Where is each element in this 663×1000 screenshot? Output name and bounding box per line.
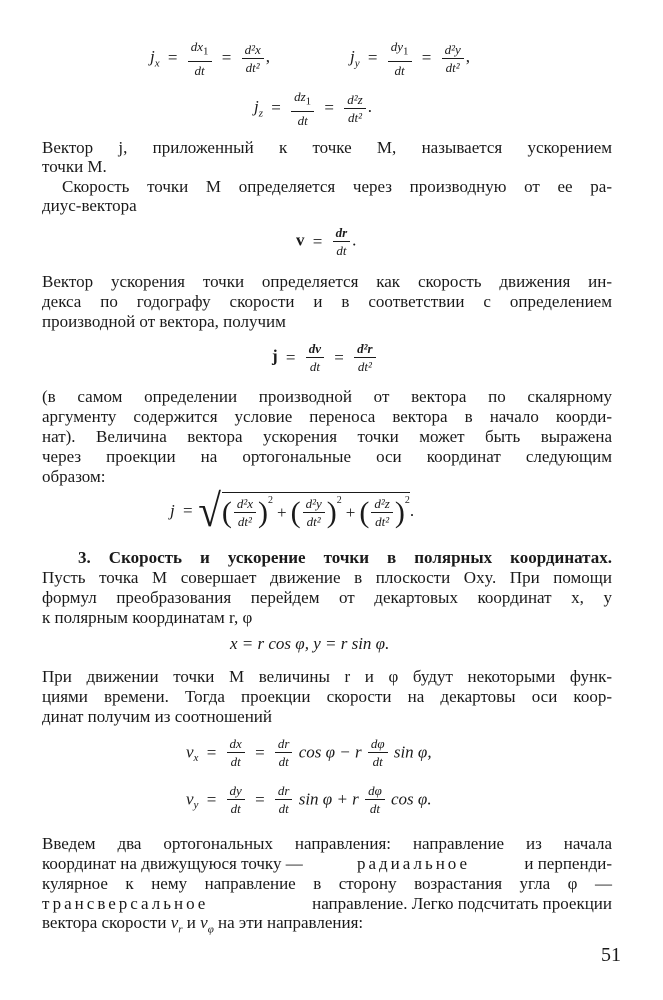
para6-line1: Введем два ортогональных направления: направление из начала [42,834,612,853]
formula-velocity: v = $\frac{dr}{dt}$ . [296,225,357,258]
para4-line5: образом: [42,467,106,486]
formula-acceleration-vector: j = $\frac{dv}{dt}$ = $\frac{\text{d²r}}{\text{dt²}}$ [272,340,378,375]
para2-line2: диус-вектора [42,196,137,215]
formula-acceleration-magnitude: j = √( $\frac{\text{d²x}}{\text{dt²}}$ )$^2$+ ( $\frac{\text{d²y}}{\text{dt²}}$ )$^2$+ ( $\frac{\text{d²z}}{\text{dt²}}$ )$^2$. [170,485,415,536]
formula-polar: x = r cos φ, y = r sin φ. [230,634,390,653]
formula-jy: $j_y$ = $\frac{dy_1}{dt}$ = $\frac{\text{d²y}}{\text{dt²}}$ , [350,39,471,78]
section3-title: 3. Скорость и ускорение точки в полярных координатах. [78,548,612,567]
para4-line1: (в самом определении производной от вектора по скалярному [42,387,612,406]
para4-line3: нат). Величина вектора ускорения точки может быть выражена [42,427,612,446]
formula-vy: $v_y$ = $\frac{dy}{dt}$ = $\frac{dr}{dt}$ sin φ + r $\frac{d\varphi}{dt}$ cos φ. [186,783,432,816]
section3-line4: к полярным координатам r, φ [42,608,253,627]
para5-line2: циями времени. Тогда проекции скорости на декартовы оси коор- [42,687,612,706]
formula-jx: $j_x$ = $\frac{dx_1}{dt}$ = $\frac{\text{d²x}}{\text{dt²}}$ , [150,39,271,78]
para6-line4: трансверсальное направление. Легко подсчитать проекции [42,894,612,913]
para1-line2: точки M. [42,157,107,176]
formula-jz: $j_z$ = $\frac{dz_1}{dt}$ = $\frac{\text{d²z}}{\text{dt²}}$ . [254,89,372,128]
para1-line1: Вектор j, приложенный к точке M, называется ускорением [42,138,612,157]
para4-line2: аргументу содержится условие переноса вектора в начало коорди- [42,407,612,426]
para5-line1: При движении точки M величины r и φ будут некоторыми функ- [42,667,612,686]
section3-line3: формул преобразования перейдем от декартовых координат x, y [42,588,612,607]
para3-line1: Вектор ускорения точки определяется как скорость движения ин- [42,272,612,291]
para4-line4: через проекции на ортогональные оси координат следующим [42,447,612,466]
section3-line2: Пусть точка M совершает движение в плоскости Oxy. При помощи [42,568,612,587]
para6-line5: вектора скорости $v_r$ и $v_\varphi$ на эти направления: [42,913,364,936]
para5-line3: динат получим из соотношений [42,707,272,726]
page-number: 51 [601,944,621,966]
formula-vx: $v_x$ = $\frac{dx}{dt}$ = $\frac{dr}{dt}$ cos φ − r $\frac{d\varphi}{dt}$ sin φ, [186,736,432,769]
para3-line2: декса по годографу скорости и в соответствии с определением [42,292,612,311]
para2-line1: Скорость точки M определяется через производную от ее ра- [62,177,612,196]
para3-line3: производной от вектора, получим [42,312,286,331]
para6-line3: кулярное к нему направление в сторону возрастания угла φ — [42,874,612,893]
para6-line2: координат на движущуюся точку — радиальное и перпенди- [42,854,612,873]
